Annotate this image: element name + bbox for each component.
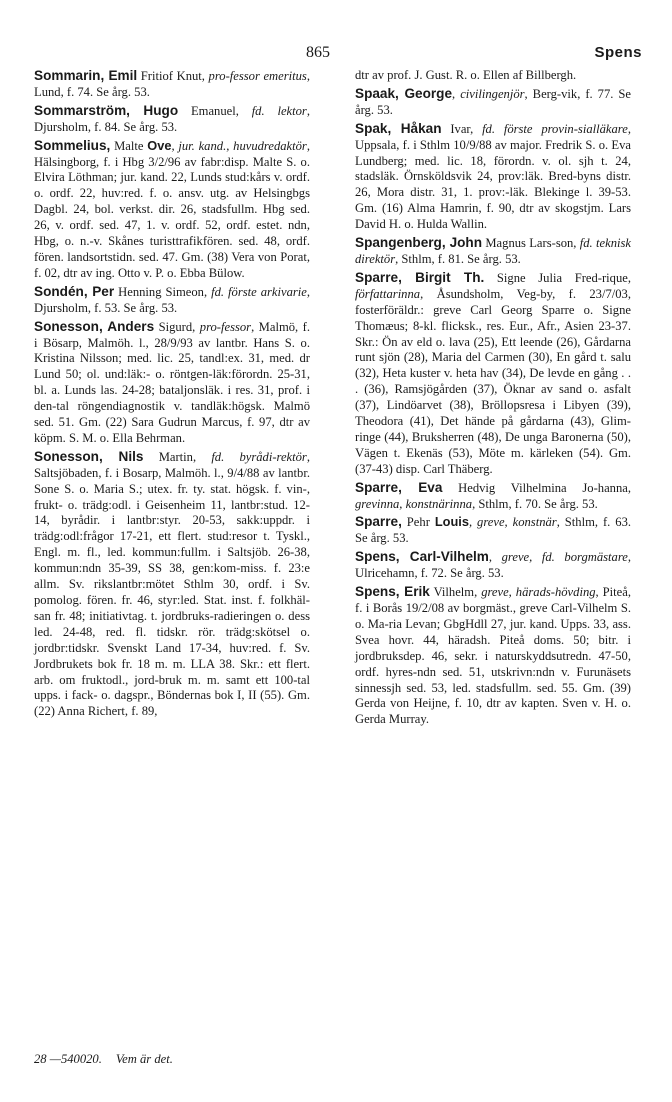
entry-spak — [355, 121, 631, 233]
given-names: Vilhelm, — [429, 585, 482, 600]
headword: Sparre, — [355, 514, 402, 530]
occupation: fd. förste arkivarie — [211, 284, 307, 299]
print-code: 28 —540020. — [34, 1052, 102, 1066]
entry-text: , Malmö, f. i Bösarp, Malmöh. l., 28/9/93 av lantbr. Hans S. o. Kristina Nilsson; med. lic. 25, tandl:ex. 31, med. dr Lund 50; ol. und:läk:- o. röntgen-läk:förordn. 25-31, bl. a. Lunds las. 24-28; bataljonsläk. i res. 31, prof. i den-tal röngendiagnostik v. tandläk:högsk. Malmö sed. 51. Gm. (22) Sara Gudrun Marcus, f. 97, dtr av köpm. S. M. o. Ella Behrman. — [34, 319, 310, 445]
entry-spangenberg — [355, 235, 631, 268]
occupation: fd. lektor — [251, 103, 307, 118]
entry-text: , Lund, f. 74. Se årg. 53. — [34, 69, 310, 99]
given-names: Signe Julia Fred-rique, — [484, 270, 631, 285]
entry-text: , Ulricehamn, f. 72. Se årg. 53. — [355, 550, 632, 581]
occupation: greve, fd. borgmästare — [501, 550, 628, 565]
occupation: pro-fessor emeritus — [208, 69, 307, 83]
occupation: , greve, konstnär — [468, 515, 557, 530]
headword: Spangenberg, John — [355, 235, 483, 251]
entry-continuation — [355, 68, 631, 84]
headword: Sommelius, — [34, 137, 111, 153]
entry-text: , Uppsala, f. i Sthlm 10/9/88 av major. Fredrik S. o. Eva Lundberg; med. lic. 18, förordn. v. ol. sjh t. 24, stadsläk. Örnsköldsvik 24, prov:läk. Bred-byns distr. 26, Mora distr. 31, 1. prov:-läk. Blekinge l. 39-53. Gm. (16) Alma Hamrin, f. 90, dtr av skogstjm. Lars David H. o. Hulda Wallin. — [355, 121, 631, 232]
headword: Spak, Håkan — [355, 120, 442, 136]
occupation: fd. förste provin-sialläkare — [482, 121, 628, 136]
given-names: Hedvig Vilhelmina Jo-hanna, — [442, 480, 631, 495]
entry-text: , Åsundsholm, Veg-by, f. 23/7/03, fosterföräldr.: greve Carl Georg Sparre o. Signe Thomæus; 8-kl. flicksk., res. Eur., Afr., Asien 23-37. Skr.: Ön av eld o. lava (25), Ett leende (26), Gårdarna runt sjön (28), Maria del Carmen (30), En gård t. salu (32), Heta kuster v. heta hav (34), De levde en gång . . . (36), Ramsjögården (37), Öknar av sand o. asfalt (37), Lindöarvet (38), Bröllopsresa i Libyen (39), Theodora (41), Det hände på gårdarna (43), Glim-ringe (44), Bruksherren (48), De unga Baronerna (50), Vägen t. Ekenäs (53), Möte m. kärleken (54). Gm. (37-43) disp. Carl Thäberg. — [355, 286, 631, 476]
occupation: greve, härads-hövding — [481, 585, 596, 600]
left-column — [34, 68, 310, 722]
entry-text: dtr av prof. J. Gust. R. o. Ellen af Billbergh. — [355, 68, 577, 82]
entry-text: , Djursholm, f. 53. Se årg. 53. — [34, 284, 311, 315]
given-names: Ivar, — [441, 121, 483, 136]
entry-text: , Sthlm, f. 63. Se årg. 53. — [355, 515, 632, 546]
right-column — [355, 68, 631, 730]
headword: Sonesson, Anders — [34, 318, 155, 334]
footer-title: Vem är det. — [115, 1052, 173, 1066]
given-names: , — [452, 86, 461, 101]
given-names: Pehr — [401, 515, 435, 530]
given-names: Fritiof Knut, — [137, 69, 209, 83]
entry-sonden — [34, 284, 310, 317]
entry-text: , Djursholm, f. 84. Se årg. 53. — [34, 103, 310, 134]
entry-text: , Berg-vik, f. 77. Se årg. 53. — [355, 86, 632, 117]
given-names: Sigurd, — [154, 319, 200, 334]
headword: Sommarström, Hugo — [34, 102, 179, 118]
called-name: Louis — [434, 514, 469, 530]
entry-sparre-eva — [355, 480, 631, 513]
given-names: , — [488, 550, 502, 565]
entry-sparre-birgit — [355, 270, 631, 478]
entry-text: , Sthlm, f. 70. Se årg. 53. — [472, 496, 598, 511]
entry-sommelius — [34, 138, 310, 282]
headword: Sondén, Per — [34, 283, 115, 299]
entry-sommarin — [34, 68, 310, 101]
headword: Sparre, Birgit Th. — [355, 269, 485, 285]
entry-spaak — [355, 86, 631, 119]
occupation: författarinna — [355, 286, 421, 301]
running-head: Spens — [594, 44, 642, 61]
headword: Spens, Carl-Vilhelm — [355, 549, 489, 565]
occupation: fd. byrådi-rektör — [211, 449, 307, 464]
occupation: civilingenjör — [460, 86, 525, 101]
entry-sonesson-anders — [34, 319, 310, 447]
headword: Sparre, Eva — [355, 479, 443, 495]
entry-spens-carl-vilhelm — [355, 549, 631, 582]
headword: Sonesson, Nils — [34, 448, 144, 464]
headword: Sommarin, Emil — [34, 68, 138, 83]
called-name: Ove — [147, 137, 172, 153]
entry-sonesson-nils — [34, 449, 310, 720]
occupation: grevinna, konstnärinna — [355, 496, 473, 511]
entry-sommarstrom — [34, 103, 310, 136]
headword: Spaak, George — [355, 85, 453, 101]
entry-spens-erik — [355, 584, 631, 728]
occupation: , jur. kand., huvudredaktör — [171, 138, 307, 153]
headword: Spens, Erik — [355, 584, 430, 600]
given-names: Magnus Lars-son, — [482, 236, 580, 251]
entry-text: , Sthlm, f. 81. Se årg. 53. — [395, 251, 521, 266]
occupation: fd. teknisk direktör — [355, 236, 631, 266]
given-names: Martin, — [143, 449, 212, 464]
entry-text: , Hälsingborg, f. i Hbg 3/2/96 av fabr:disp. Malte S. o. Elvira Löthman; jur. kand. 22, Lunds stud:kårs v. ordf. o. ordf. 22, huv:red. f. o. ansv. utg. av Helsingbgs Dagbl. 24, bol. verkst. dir. 26, stadsfullm. Hbg sed. 26, v. ordf. sed. 47, 1. v. ordf. 52, ordf. estet. ndn, Hbg, o. n.-v. Skånes turisttrafikfören. sed. 48, ordf. fören. landsortstidn. sed. 47. Gm. (38) Vera von Porat, f. 02, dtr av ing. Otto v. P. o. Ebba Bülow. — [34, 138, 310, 280]
page-footer — [34, 1052, 173, 1067]
given-names: Emanuel, — [178, 103, 252, 118]
given-names: Malte — [110, 138, 148, 153]
occupation: pro-fessor — [199, 319, 252, 334]
entry-sparre-louis — [355, 514, 631, 547]
page-number: 865 — [306, 44, 330, 61]
given-names: Henning Simeon, — [114, 284, 212, 299]
entry-text: , Saltsjöbaden, f. i Bosarp, Malmöh. l., 9/4/88 av lantbr. Sone S. o. Maria S.; utex. fr. ty. stat. högsk. f. vin-, frukt- o. trädg:odl. i Geisenheim 11, lantbr:stud. 12-14, byrådir. i lantbr:styr. 20-53, sakk:uppdr. i trädg:odl:frågor 17-21, ett flert. stud:resor t. Tyskl., Engl. m. fl., led. kommun:fullm. i Saltsjöb. 26-38, kommun:ndn 35-39, SS 38, gen:kom-miss. f. 23:e allm. Sv. rikslantbr:mötet Sthlm 30, ordf. i Sv. pomolog. fören. fr. 46, styr:led. Stat. inst. f. folkhäl-san fr. 48; initiativtag. t. jordbruks-radieringen o. dess led. 24-48, red. fl. tidskr. rör. trädg:skötsel o. jordbr:tidskr. Svenskt Land 17-34, huv:red. f. Sv. Jordbrukets bok fr. 18 m. m. LLA 38. Skr.: ett flert. arb. om fruktodl., jord-bruk m. m. samt ett 100-tal upps. i fack- o. dagspr., Böndernas bok I, II (55). Gm. (22) Anna Richert, f. 89, — [34, 449, 310, 719]
entry-text: , Piteå, f. i Borås 19/2/08 av borgmäst., greve Carl-Vilhelm S. o. Ma-ria Levan; GbgHdll 27, jur. kand. Upps. 33, ass. Svea hovr. 44, häradsh. Piteå doms. 50; bitr. i jordbruksdep. 46, sekr. i naturskyddsutredn. 47-50, ordf. hyres-ndn sed. 51, utskrivn:ndn v. Furunäsets sinnessjh sed. 53, led. stadsfullm. sed. 55. Gm. (39) Gerda von Heijne, f. 10, dtr av kapten. Sven v. H. o. Gerda Murray. — [355, 585, 631, 727]
